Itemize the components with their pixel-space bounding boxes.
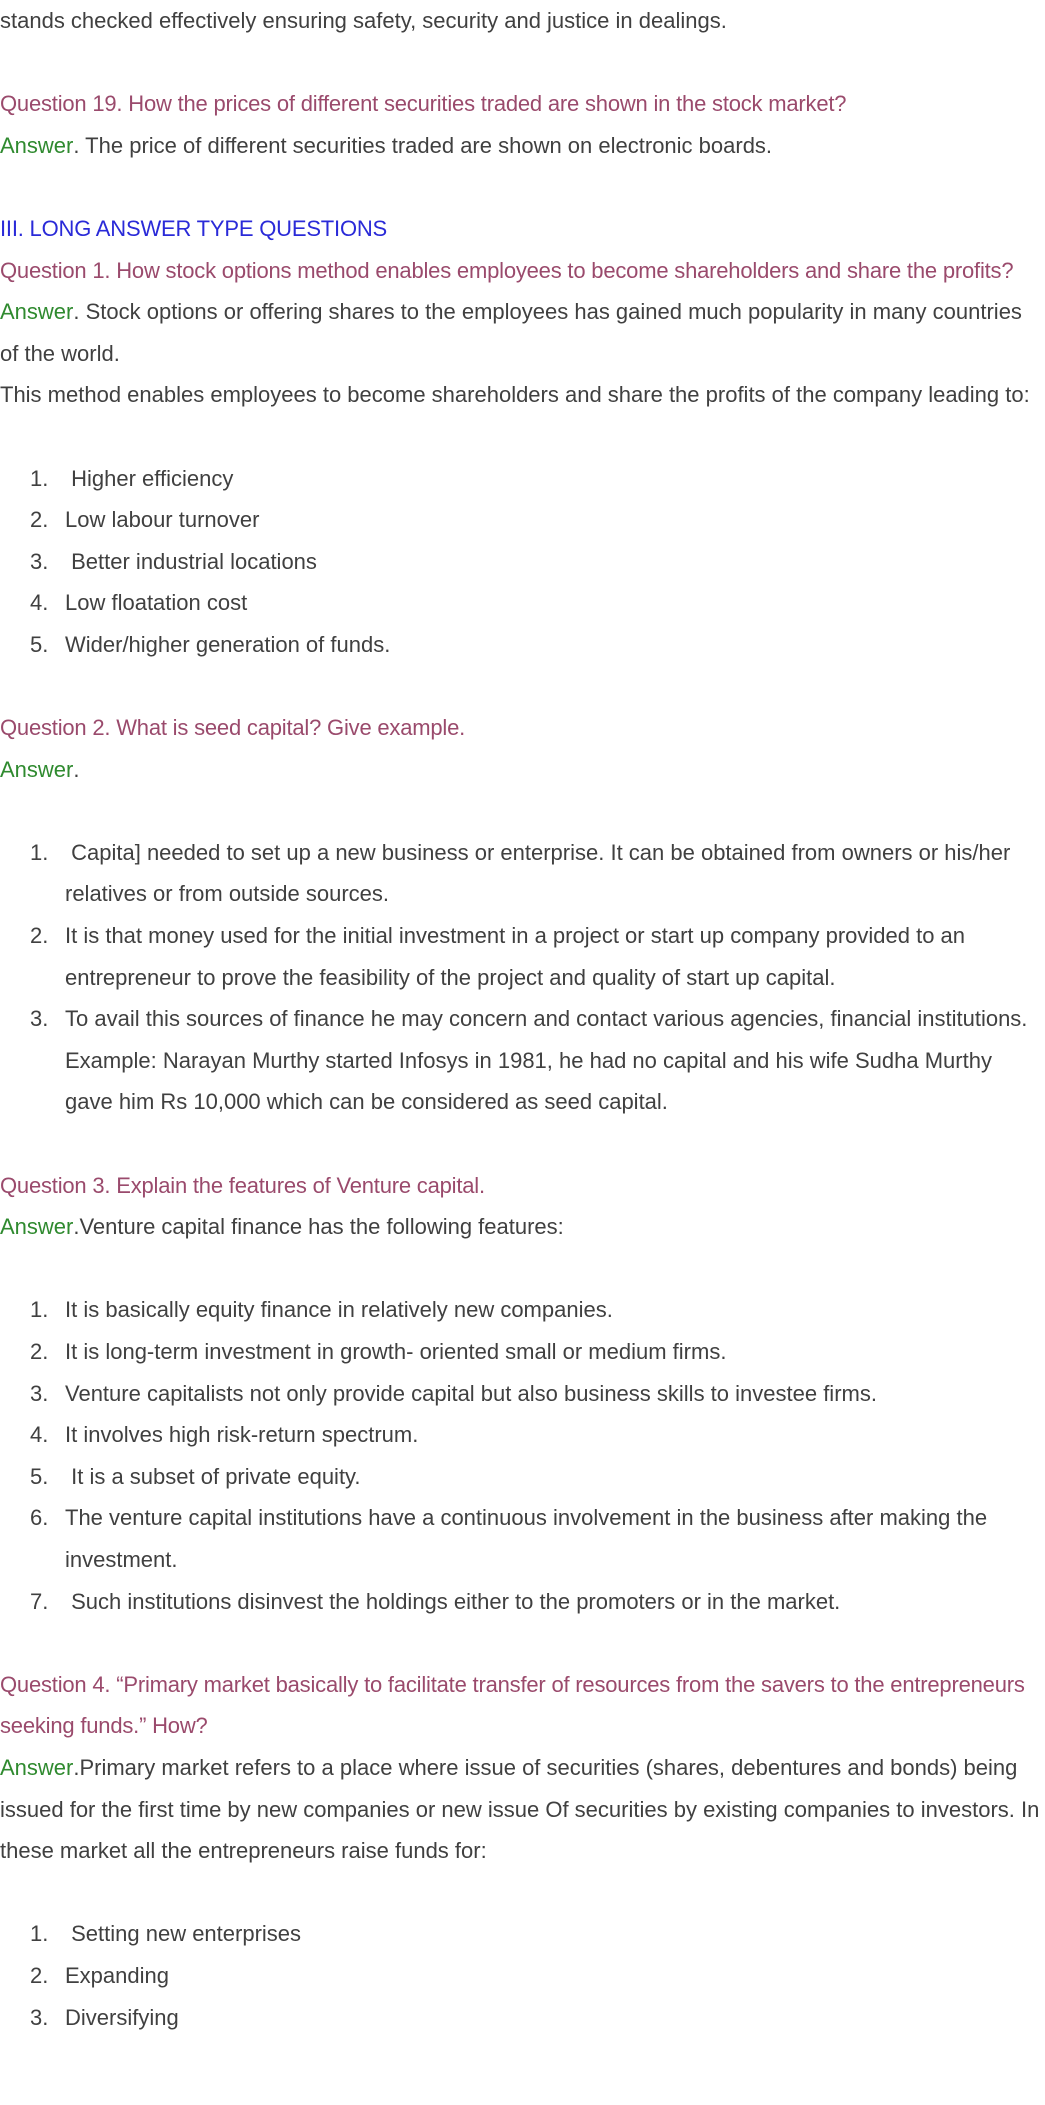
answer-label: Answer (0, 132, 74, 158)
list-item: 1. It is basically equity finance in relatively new companies. (30, 1297, 613, 1323)
list-item: 3. Better industrial locations (30, 548, 317, 574)
list-item: 2. Low labour turnover (30, 507, 260, 533)
answer-label: Answer (0, 1754, 74, 1780)
spacer (0, 1123, 1045, 1165)
list-item: 2. Expanding (30, 1962, 169, 1988)
list-item: 4. Low floatation cost (30, 590, 248, 616)
intro-paragraph: stands checked effectively ensuring safety, security and justice in dealings. (0, 8, 727, 33)
answer-text: . Stock options or offering shares to the employees has gained much popularity in many countries of the world. (0, 299, 1022, 366)
spacer (0, 790, 1045, 832)
answer-text: .Primary market refers to a place where issue of securities (shares, debentures and bonds) being issued for the first time by new companies or new issue Of securities by existing companies to investors. In these market all the entrepreneurs raise funds for: (0, 1754, 1040, 1864)
list-item: 6. The venture capital institutions have a continuous involvement in the business after making the investment. (30, 1505, 994, 1572)
q1-list (0, 458, 1045, 666)
answer-label: Answer (0, 1214, 74, 1240)
list-item: 3. To avail this sources of finance he may concern and contact various agencies, financial institutions. Example: Narayan Murthy started Infosys in 1981, he had no capital and his wife Sudha Murthy gave him Rs 10,000 which can be considered as seed capital. (30, 1006, 1034, 1115)
spacer (0, 1872, 1045, 1914)
question-4: Question 4. “Primary market basically to facilitate transfer of resources from the savers to the entrepreneurs seeking funds.” How? (0, 1671, 1025, 1739)
spacer (0, 166, 1045, 208)
spacer (0, 1622, 1045, 1664)
list-item: 1. Setting new enterprises (30, 1921, 302, 1947)
list-item: 4. It involves high risk-return spectrum. (30, 1422, 419, 1448)
list-item: 5. Wider/higher generation of funds. (30, 631, 391, 657)
list-item: 3. Diversifying (30, 2004, 179, 2030)
answer-2 (0, 749, 1045, 791)
q2-list (0, 832, 1045, 1123)
q3-list (0, 1289, 1045, 1622)
answer-4 (0, 1747, 1045, 1872)
spacer (0, 416, 1045, 458)
section-heading: III. LONG ANSWER TYPE QUESTIONS (0, 215, 388, 241)
q4-list (0, 1913, 1045, 2038)
answer-text: . The price of different securities traded are shown on electronic boards. (73, 132, 773, 158)
answer-3 (0, 1206, 1045, 1248)
answer-1 (0, 291, 1045, 374)
list-item: 3. Venture capitalists not only provide capital but also business skills to investee firms. (30, 1380, 877, 1406)
answer-label: Answer (0, 299, 74, 325)
spacer (0, 666, 1045, 708)
list-item: 1. Higher efficiency (30, 465, 234, 491)
answer-text: . (73, 756, 80, 782)
list-item: 5. It is a subset of private equity. (30, 1463, 361, 1489)
list-item: 2. It is long-term investment in growth- oriented small or medium firms. (30, 1339, 727, 1364)
answer-label: Answer (0, 756, 74, 782)
answer-1-paragraph: This method enables employees to become shareholders and share the profits of the company leading to: (0, 382, 1030, 408)
list-item: 7. Such institutions disinvest the holdings either to the promoters or in the market. (30, 1588, 841, 1614)
spacer (0, 42, 1045, 84)
answer-19 (0, 125, 1045, 167)
list-item: 1. Capita] needed to set up a new business or enterprise. It can be obtained from owners or his/her relatives or from outside sources. (30, 839, 1017, 907)
question-1: Question 1. How stock options method enables employees to become shareholders and share the profits? (0, 257, 1014, 283)
list-item: 2. It is that money used for the initial investment in a project or start up company provided to an entrepreneur to prove the feasibility of the project and quality of start up capital. (30, 923, 972, 990)
spacer (0, 1248, 1045, 1290)
question-2: Question 2. What is seed capital? Give example. (0, 715, 466, 741)
question-19: Question 19. How the prices of different securities traded are shown in the stock market? (0, 91, 847, 117)
answer-text: .Venture capital finance has the following features: (73, 1214, 564, 1240)
question-3: Question 3. Explain the features of Venture capital. (0, 1172, 485, 1198)
